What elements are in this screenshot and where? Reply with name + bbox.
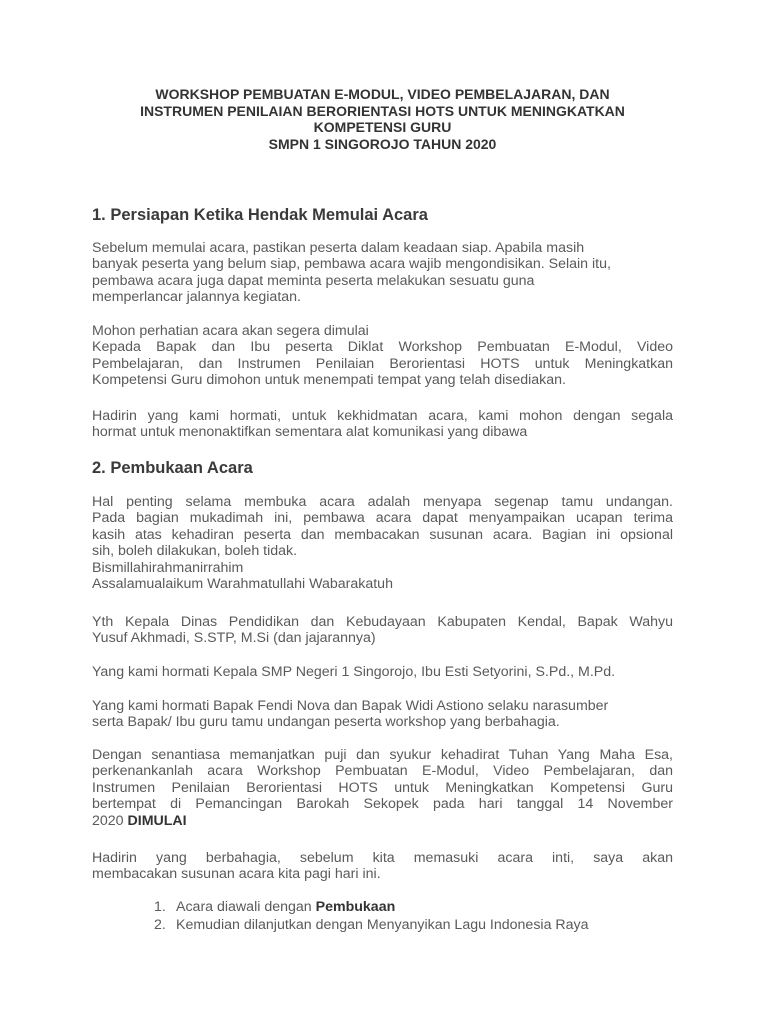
paragraph-line: Yang kami hormati Bapak Fendi Nova dan Bapak Widi Astiono selaku narasumber xyxy=(92,698,609,714)
paragraph-line: serta Bapak/ Ibu guru tamu undangan peserta workshop yang berbahagia. xyxy=(92,714,560,731)
title-line: SMPN 1 SINGOROJO TAHUN 2020 xyxy=(268,135,497,152)
paragraph-line xyxy=(92,813,673,829)
list-item-label: Acara diawali dengan xyxy=(176,899,316,915)
paragraph-line: Mohon perhatian acara akan segera dimulai xyxy=(92,323,369,339)
list-item-number: 1. xyxy=(154,899,166,915)
paragraph-line: kasih atas kehadiran peserta dan membacakan susunan acara. Bagian ini opsional xyxy=(92,526,673,543)
paragraph-line: Hadirin yang berbahagia, sebelum kita memasuki acara inti, saya akan xyxy=(92,850,673,866)
paragraph-line: memperlancar jalannya kegiatan. xyxy=(92,289,301,306)
paragraph-puji-syukur xyxy=(92,747,673,829)
agenda-list xyxy=(154,898,589,934)
list-item-text xyxy=(176,898,395,916)
paragraph-kepala-dinas xyxy=(92,614,673,647)
pembukaan-bold-text: Pembukaan xyxy=(315,899,396,915)
paragraph-line: Hadirin yang kami hormati, untuk kekhidmatan acara, kami mohon dengan segala xyxy=(92,408,673,424)
paragraph-kepala-smp xyxy=(92,664,673,680)
document-title xyxy=(92,86,673,152)
list-item-number: 2. xyxy=(154,917,166,933)
paragraph-line: hormat untuk menonaktifkan sementara alat komunikasi yang dibawa xyxy=(92,424,528,441)
paragraph-line: Yth Kepala Dinas Pendidikan dan Kebudayaan Kabupaten Kendal, Bapak Wahyu xyxy=(92,614,673,630)
paragraph-text: 2020 xyxy=(92,812,128,829)
dimulai-bold-text: DIMULAI xyxy=(127,812,187,829)
section-heading-pembukaan: 2. Pembukaan Acara xyxy=(92,459,253,477)
title-line: INSTRUMEN PENILAIAN BERORIENTASI HOTS UNTUK MENINGKATKAN xyxy=(140,102,625,119)
paragraph-line: membacakan susunan acara kita pagi hari ini. xyxy=(92,866,381,883)
paragraph-hadirin-hormati xyxy=(92,408,673,441)
paragraph-line: Hal penting selama membuka acara adalah menyapa segenap tamu undangan. xyxy=(92,494,673,510)
paragraph-line: sih, boleh dilakukan, boleh tidak. xyxy=(92,543,298,560)
paragraph-line: Sebelum memulai acara, pastikan peserta dalam keadaan siap. Apabila masih xyxy=(92,240,585,256)
paragraph-persiapan-intro xyxy=(92,240,673,306)
document-page xyxy=(92,86,673,933)
paragraph-susunan-acara xyxy=(92,850,673,883)
paragraph-line: bertempat di Pemancingan Barokah Sekopek pada hari tanggal 14 November xyxy=(92,796,673,813)
section-heading-persiapan: 1. Persiapan Ketika Hendak Memulai Acara xyxy=(92,206,428,224)
paragraph-line: Kompetensi Guru dimohon untuk menempati tempat yang telah disediakan. xyxy=(92,372,566,389)
title-line: WORKSHOP PEMBUATAN E-MODUL, VIDEO PEMBELAJARAN, DAN xyxy=(155,86,610,102)
paragraph-line: pembawa acara juga dapat meminta peserta melakukan sesuatu guna xyxy=(92,272,535,289)
paragraph-line: banyak peserta yang belum siap, pembawa acara wajib mengondisikan. Selain itu, xyxy=(92,256,611,273)
paragraph-pembukaan-intro xyxy=(92,494,673,592)
paragraph-line: Pada bagian mukadimah ini, pembawa acara dapat menyampaikan ucapan terima xyxy=(92,510,673,527)
paragraph-mohon-perhatian xyxy=(92,323,673,389)
paragraph-line: Assalamualaikum Warahmatullahi Wabarakatuh xyxy=(92,576,393,593)
paragraph-line: Yang kami hormati Kepala SMP Negeri 1 Singorojo, Ibu Esti Setyorini, S.Pd., M.Pd. xyxy=(92,664,616,680)
title-line: KOMPETENSI GURU xyxy=(313,119,452,135)
list-item xyxy=(154,916,589,934)
list-item-label: Kemudian dilanjutkan dengan Menyanyikan Lagu Indonesia Raya xyxy=(176,917,589,933)
paragraph-narasumber xyxy=(92,698,673,731)
paragraph-line: perkenankanlah acara Workshop Pembuatan E-Modul, Video Pembelajaran, dan xyxy=(92,763,673,780)
paragraph-line: Kepada Bapak dan Ibu peserta Diklat Workshop Pembuatan E-Modul, Video xyxy=(92,339,673,356)
paragraph-line: Yusuf Akhmadi, S.STP, M.Si (dan jajarannya) xyxy=(92,630,376,647)
list-item xyxy=(154,898,589,916)
paragraph-line: Instrumen Penilaian Berorientasi HOTS untuk Meningkatkan Kompetensi Guru xyxy=(92,779,673,796)
paragraph-line: Dengan senantiasa memanjatkan puji dan syukur kehadirat Tuhan Yang Maha Esa, xyxy=(92,747,673,763)
paragraph-line: Bismillahirahmanirrahim xyxy=(92,559,244,576)
paragraph-line: Pembelajaran, dan Instrumen Penilaian Berorientasi HOTS untuk Meningkatkan xyxy=(92,355,673,372)
